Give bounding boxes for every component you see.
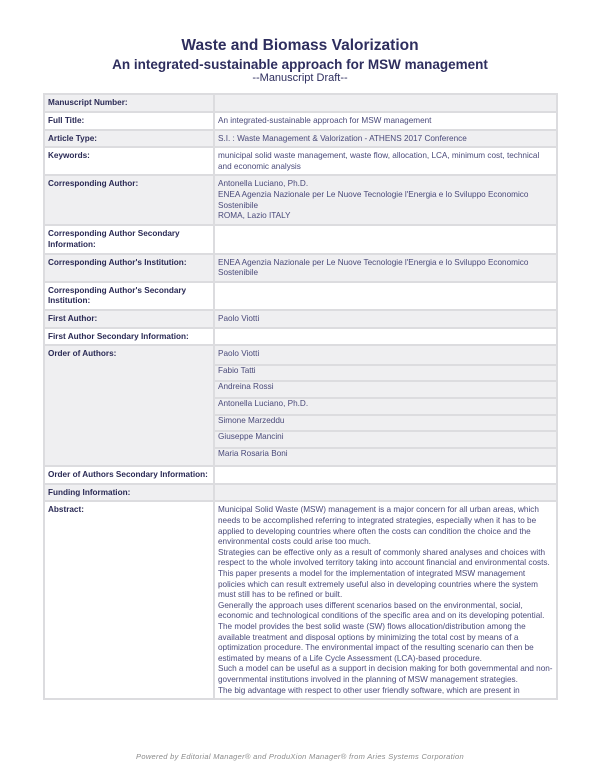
row-value: An integrated-sustainable approach for MSW management (214, 112, 557, 130)
author-item: Antonella Luciano, Ph.D. (215, 396, 556, 416)
authors-list (214, 345, 557, 466)
abstract-paragraph: Generally the approach uses different scenarios based on the environmental, social, economic and technological conditions of the specific area and on its developing potential. (218, 600, 545, 621)
author-name: Antonella Luciano, Ph.D. (218, 179, 309, 189)
row-label: Corresponding Author's Institution: (44, 254, 214, 282)
table-row (44, 112, 557, 130)
document-subtitle: An integrated-sustainable approach for MSW management (112, 57, 488, 72)
manuscript-info-table (43, 93, 558, 700)
row-label: First Author Secondary Information: (44, 328, 214, 346)
draft-label: --Manuscript Draft-- (252, 72, 348, 84)
row-value (214, 466, 557, 484)
row-value (214, 175, 557, 225)
row-value (214, 328, 557, 346)
row-label: First Author: (44, 310, 214, 328)
abstract-paragraph: The model provides the best solid waste (SW) flows allocation/distribution among the available treatment and disposal options by minimizing the total cost by means of a optimization procedure. The environmental impact of the resulting scenario can then be estimated by means of a Life Cycle Assessment (LCA)-based procedure. (218, 622, 534, 663)
row-value (214, 94, 557, 112)
abstract-paragraph: This paper presents a model for the implementation of integrated MSW management policies which can result extremely useful also in developing countries where the system must still has to be refined or built. (218, 569, 538, 600)
row-label: Corresponding Author's Secondary Institution: (44, 282, 214, 310)
table-row (44, 501, 557, 699)
table-row (44, 254, 557, 282)
row-label: Manuscript Number: (44, 94, 214, 112)
row-label: Order of Authors Secondary Information: (44, 466, 214, 484)
author-item: Andreina Rossi (215, 379, 556, 399)
table-row (44, 328, 557, 346)
table-row (44, 484, 557, 502)
abstract-paragraph: Strategies can be effective only as a result of commonly shared analyses and choices with respect to the whole involved territory taking into account financial and environmental costs. (218, 547, 550, 568)
abstract-paragraph: Such a model can be useful as a support in decision making for both governmental and non-governmental institutions involved in the planning of MSW management strategies. (218, 664, 553, 684)
row-label: Funding Information: (44, 484, 214, 502)
row-label: Corresponding Author: (44, 175, 214, 225)
author-item: Maria Rosaria Boni (218, 448, 288, 458)
row-value: Paolo Viotti (214, 310, 557, 328)
row-value: ENEA Agenzia Nazionale per Le Nuove Tecnologie l'Energia e lo Sviluppo Economico Sostenibile (214, 254, 557, 282)
row-label: Article Type: (44, 130, 214, 148)
table-row (44, 147, 557, 175)
document-title: Waste and Biomass Valorization (181, 37, 419, 54)
abstract-paragraph: Municipal Solid Waste (MSW) management is a major concern for all urban areas, which needs to be accomplished referring to integrated strategies, especially when it has to be applied to developing countries where often the costs can condition the choice and the environmental costs could arise too much. (218, 505, 539, 547)
table-row (44, 175, 557, 225)
abstract-paragraph: The big advantage with respect to other user friendly software, which are present in (218, 685, 520, 695)
table-row (44, 345, 557, 466)
author-location: ROMA, Lazio ITALY (218, 211, 291, 221)
table-row (44, 94, 557, 112)
row-label: Keywords: (44, 147, 214, 175)
row-label: Corresponding Author Secondary Information: (44, 225, 214, 253)
row-label: Order of Authors: (44, 345, 214, 466)
row-label: Abstract: (44, 501, 214, 699)
row-value (214, 282, 557, 310)
row-value: municipal solid waste management, waste flow, allocation, LCA, minimum cost, technical and economic analysis (214, 147, 557, 175)
table-row (44, 225, 557, 253)
row-value (214, 225, 557, 253)
author-item: Giuseppe Mancini (215, 429, 556, 449)
table-row (44, 466, 557, 484)
author-item: Fabio Tatti (215, 363, 556, 383)
row-value (214, 484, 557, 502)
row-label: Full Title: (44, 112, 214, 130)
table-row (44, 310, 557, 328)
row-value: S.I. : Waste Management & Valorization - ATHENS 2017 Conference (214, 130, 557, 148)
author-item: Paolo Viotti (215, 346, 556, 366)
author-institution: ENEA Agenzia Nazionale per Le Nuove Tecnologie l'Energia e lo Sviluppo Economico Sostenibile (218, 189, 529, 210)
table-row (44, 130, 557, 148)
footer-credit: Powered by Editorial Manager® and ProduXion Manager® from Aries Systems Corporation (136, 752, 464, 761)
table-row (44, 282, 557, 310)
abstract-text (214, 501, 557, 699)
author-item: Simone Marzeddu (215, 413, 556, 433)
